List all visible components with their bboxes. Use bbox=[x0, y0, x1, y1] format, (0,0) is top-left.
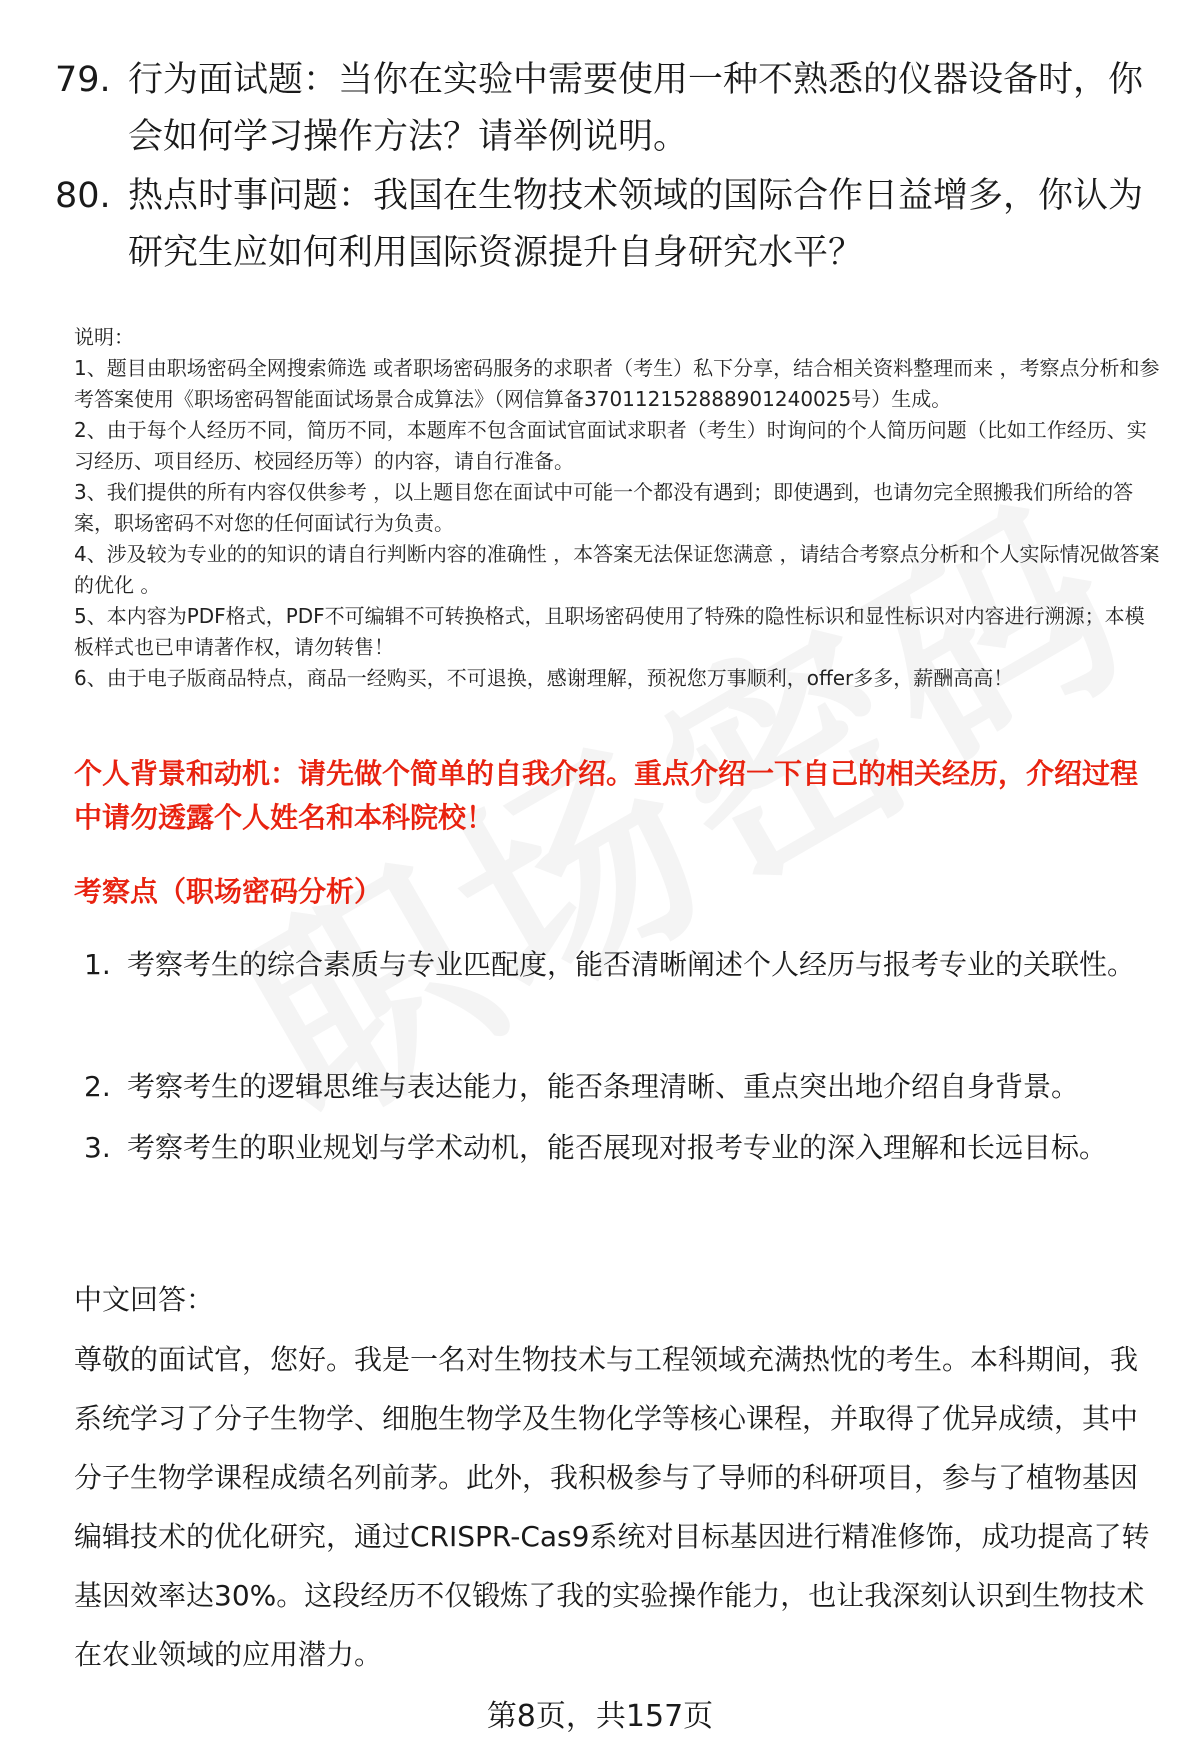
answer-label: 中文回答： bbox=[74, 1283, 215, 1316]
point-text: 考察考生的逻辑思维与表达能力，能否条理清晰、重点突出地介绍自身背景。 bbox=[127, 1070, 1080, 1103]
notes-block bbox=[74, 322, 1164, 694]
note-item: 2、由于每个人经历不同，简历不同，本题库不包含面试官面试求职者（考生）时询问的个人简历问题（比如工作经历、实习经历、项目经历、校园经历等）的内容，请自行准备。 bbox=[74, 418, 1147, 473]
note-item: 5、本内容为PDF格式，PDF不可编辑不可转换格式，且职场密码使用了特殊的隐性标识和显性标识对内容进行溯源；本模板样式也已申请著作权，请勿转售！ bbox=[74, 604, 1145, 659]
point-text: 考察考生的综合素质与专业匹配度，能否清晰阐述个人经历与报考专业的关联性。 bbox=[127, 948, 1136, 981]
answer-text: 尊敬的面试官，您好。我是一名对生物技术与工程领域充满热忱的考生。本科期间，我系统学习了分子生物学、细胞生物学及生物化学等核心课程，并取得了优异成绩，其中分子生物学课程成绩名列前茅。此外，我积极参与了导师的科研项目，参与了植物基因编辑技术的优化研究，通过CRISPR-Cas9系统对目标基因进行精准修饰，成功提高了转基因效率达30%。这段经历不仅锻炼了我的实验操作能力，也让我深刻认识到生物技术在农业领域的应用潜力。 bbox=[74, 1343, 1150, 1671]
section-heading: 个人背景和动机：请先做个简单的自我介绍。重点介绍一下自己的相关经历，介绍过程中请勿透露个人姓名和本科院校！ bbox=[74, 757, 1139, 834]
notes-title: 说明： bbox=[74, 325, 134, 349]
page-number: 第8页，共157页 bbox=[486, 1699, 714, 1734]
note-item: 1、题目由职场密码全网搜索筛选 或者职场密码服务的求职者（考生）私下分享，结合相关资料整理而来 ，考察点分析和参考答案使用《职场密码智能面试场景合成算法》（网信算备370112152888901240025号）生成。 bbox=[74, 356, 1160, 411]
question-number: 80. bbox=[55, 176, 111, 216]
question-text: 热点时事问题：我国在生物技术领域的国际合作日益增多，你认为研究生应如何利用国际资源提升自身研究水平？ bbox=[128, 176, 1144, 273]
analysis-title: 考察点（职场密码分析） bbox=[74, 875, 383, 908]
question-number: 79. bbox=[55, 60, 111, 100]
note-item: 3、我们提供的所有内容仅供参考 ，以上题目您在面试中可能一个都没有遇到；即使遇到，也请勿完全照搬我们所给的答案，职场密码不对您的任何面试行为负责。 bbox=[74, 480, 1134, 535]
point-number: 1. bbox=[84, 948, 111, 981]
point-number: 3. bbox=[84, 1131, 111, 1164]
point-number: 2. bbox=[84, 1070, 111, 1103]
point-text: 考察考生的职业规划与学术动机，能否展现对报考专业的深入理解和长远目标。 bbox=[127, 1131, 1108, 1164]
question-text: 行为面试题：当你在实验中需要使用一种不熟悉的仪器设备时，你会如何学习操作方法？请举例说明。 bbox=[128, 60, 1144, 157]
note-item: 4、涉及较为专业的的知识的请自行判断内容的准确性 ，本答案无法保证您满意 ，请结合考察点分析和个人实际情况做答案的优化 。 bbox=[74, 542, 1160, 597]
note-item: 6、由于电子版商品特点，商品一经购买，不可退换，感谢理解，预祝您万事顺利，offer多多，薪酬高高！ bbox=[74, 666, 1014, 690]
